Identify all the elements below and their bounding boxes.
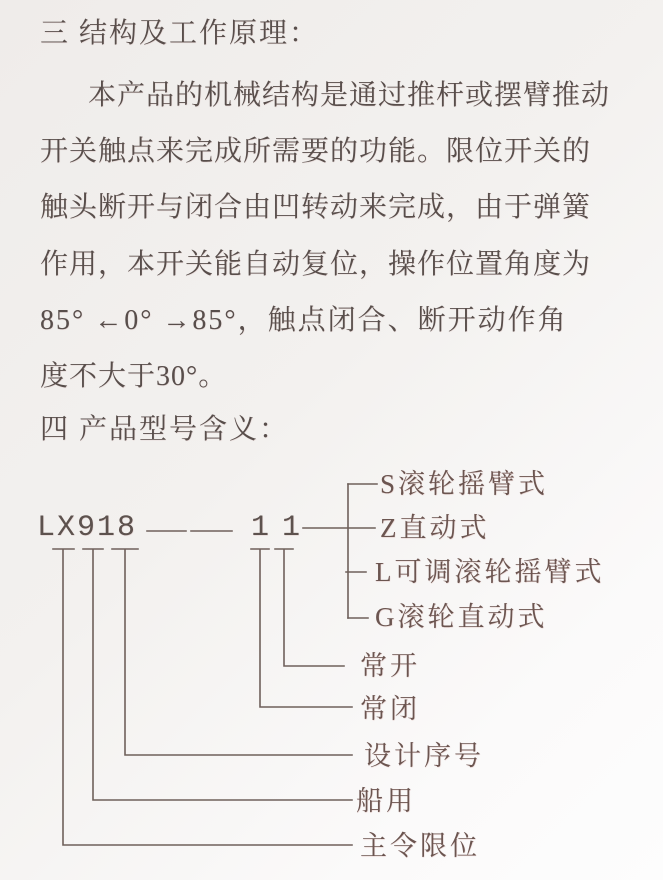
branch-line-design-serial	[112, 549, 352, 755]
branch-line-marine-use	[83, 549, 352, 800]
branch-label-type-z: Z直动式	[380, 513, 490, 543]
model-prefix: LX918	[37, 511, 138, 545]
branch-label-type-l: L可调滚轮摇臂式	[375, 557, 605, 587]
branch-label-normally-closed: 常闭	[360, 694, 420, 724]
branch-line-normally-open	[275, 549, 344, 666]
branch-label-type-g: G滚轮直动式	[375, 602, 548, 632]
branch-label-marine-use: 船用	[356, 786, 416, 816]
section-4-heading: 四 产品型号含义：	[40, 414, 290, 445]
branch-label-master-limit: 主令限位	[360, 831, 480, 861]
branch-label-normally-open: 常开	[360, 651, 420, 681]
branch-label-design-serial: 设计序号	[364, 741, 484, 771]
model-contact-code: 11	[251, 511, 314, 545]
paragraph-line-6: 度不大于30°。	[40, 361, 228, 392]
branch-label-type-s: S滚轮摇臂式	[380, 469, 549, 499]
section-3-heading: 三 结构及工作原理：	[40, 18, 320, 49]
paragraph-line-1: 本产品的机械结构是通过推杆或摆臂推动	[88, 80, 611, 111]
paragraph-line-2: 开关触点来完成所需要的功能。限位开关的	[40, 136, 592, 167]
paragraph-line-4: 作用，本开关能自动复位，操作位置角度为	[40, 249, 592, 280]
branch-line-normally-closed	[251, 549, 352, 707]
paragraph-line-5: 85° ←0° →85°，触点闭合、断开动作角	[40, 305, 568, 336]
paragraph-line-3: 触头断开与闭合由凹转动来完成，由于弹簧	[40, 192, 592, 223]
